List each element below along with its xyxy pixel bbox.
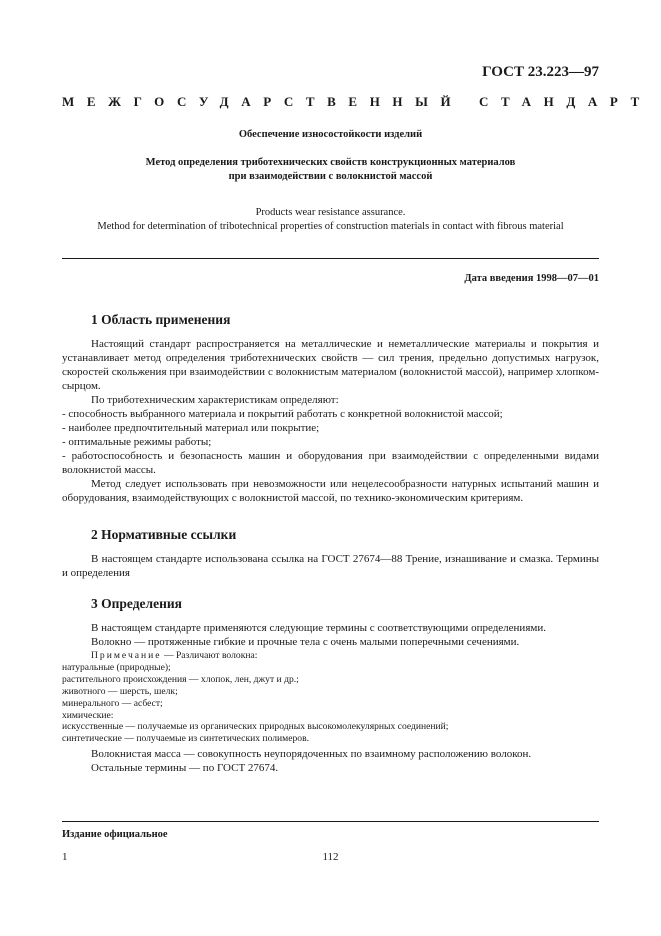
note-line: животного — шерсть, шелк; <box>62 685 178 697</box>
footer-left-number: 1 <box>62 851 68 863</box>
paragraph: Метод следует использовать при невозможности или нецелесообразности натурных испытаний машин и оборудования, взаимодействующих с волокнистой массой, по технико-экономическим критериям. <box>62 478 599 504</box>
section-definitions <box>62 597 599 775</box>
paragraph: Волокнистая масса — совокупность неупорядоченных по взаимному расположению волокон. <box>91 748 532 761</box>
note-title <box>62 650 599 662</box>
paragraph: Остальные термины — по ГОСТ 27674. <box>91 762 279 775</box>
note-line: натуральные (природные); <box>62 661 171 673</box>
english-title-line-2: Method for determination of tribotechnical properties of construction materials in contact with fibrous material <box>97 221 564 232</box>
note-title-rest: — Различают волокна: <box>161 650 258 661</box>
standard-banner: МЕЖГОСУДАРСТВЕННЫЙ СТАНДАРТ <box>62 94 652 109</box>
edition-label: Издание официальное <box>62 829 168 840</box>
page-number: 112 <box>322 851 339 863</box>
main-title <box>60 156 601 184</box>
paragraph: Настоящий стандарт распространяется на металлические и неметаллические материалы и покрытия и устанавливает метод определения триботехнических свойств — сил трения, предельно допустимых нагрузок, скоростей скольжения при взаимодействии с волокнистым материалом (волокнистой массой), например хлопком-сырцом. <box>62 338 599 392</box>
section-references <box>62 528 599 580</box>
section-heading: 1 Область применения <box>91 312 231 327</box>
paragraph: В настоящем стандарте применяются следующие термины с соответствующими определениями. <box>91 622 546 634</box>
list-item: - оптимальные режимы работы; <box>62 436 212 448</box>
main-title-line-2: при взаимодействии с волокнистой массой <box>228 171 433 182</box>
list-item: - работоспособность и безопасность машин и оборудования при взаимодействии с определенными видами волокнистой массы. <box>62 450 599 476</box>
section-scope <box>62 313 599 505</box>
introduction-date: Дата введения 1998—07—01 <box>464 273 599 284</box>
english-title <box>40 206 621 234</box>
note-line: растительного происхождения — хлопок, лен, джут и др.; <box>62 673 299 685</box>
section-heading: 2 Нормативные ссылки <box>91 527 237 542</box>
note-line: синтетические — получаемые из синтетических полимеров. <box>62 733 310 745</box>
note-line: искусственные — получаемые из органических природных высокомолекулярных соединений; <box>62 721 449 733</box>
series-title: Обеспечение износостойкости изделий <box>238 129 423 140</box>
note-line: химические: <box>62 709 114 721</box>
paragraph: По триботехническим характеристикам определяют: <box>91 394 339 406</box>
document-code: ГОСТ 23.223—97 <box>482 64 599 80</box>
note-label: Примечание <box>91 650 162 661</box>
list-item: - наиболее предпочтительный материал или покрытие; <box>62 422 320 434</box>
section-heading: 3 Определения <box>91 596 182 611</box>
note-block <box>62 650 599 745</box>
list-item: - способность выбранного материала и покрытий работать с конкретной волокнистой массой; <box>62 408 503 420</box>
footer-divider <box>62 821 599 822</box>
title-divider <box>62 258 599 259</box>
english-title-line-1: Products wear resistance assurance. <box>255 207 406 218</box>
paragraph: Волокно — протяженные гибкие и прочные тела с очень малыми поперечными сечениями. <box>91 636 520 648</box>
paragraph: В настоящем стандарте использована ссылка на ГОСТ 27674—88 Трение, изнашивание и смазка. Термины и определения <box>62 553 599 579</box>
main-title-line-1: Метод определения триботехнических свойств конструкционных материалов <box>145 157 516 168</box>
note-line: минерального — асбест; <box>62 697 163 709</box>
